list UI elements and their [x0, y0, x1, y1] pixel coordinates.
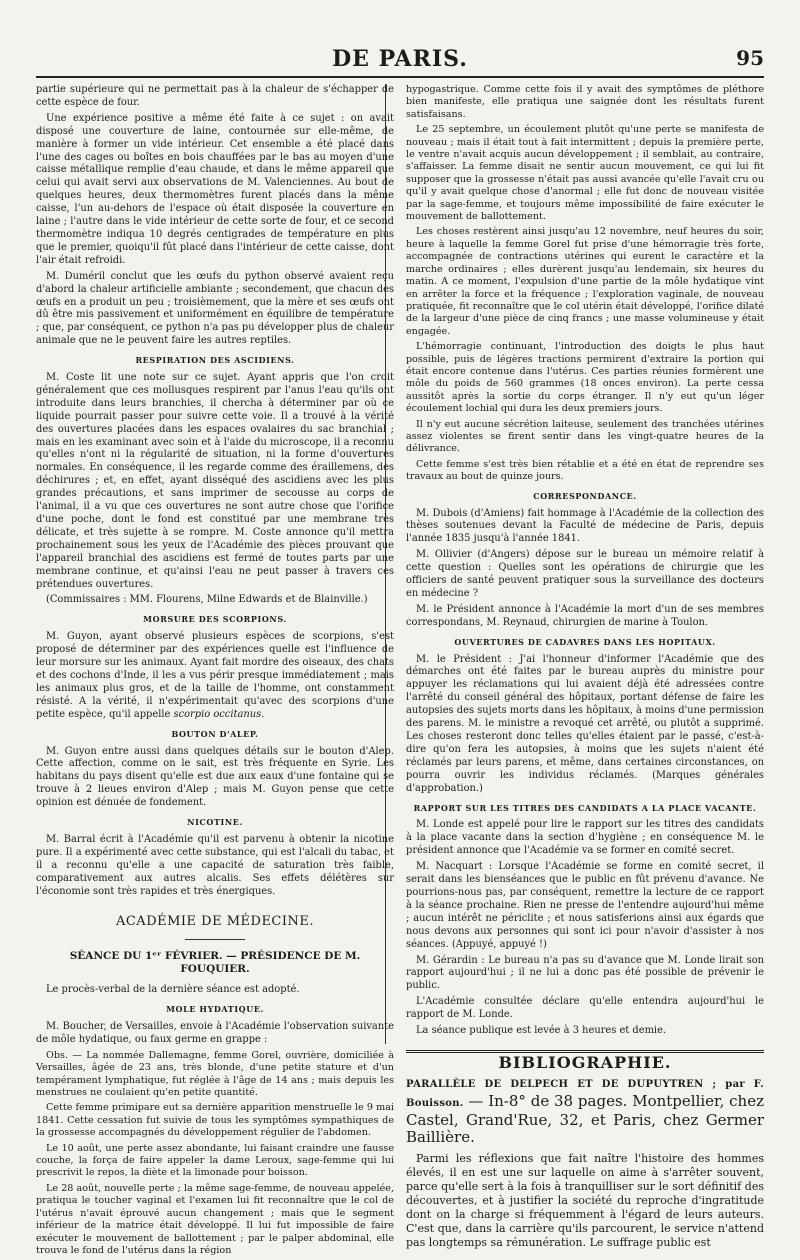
section-heading-mole: MOLE HYDATIQUE.: [166, 1004, 264, 1015]
paragraph: Le 25 septembre, un écoulement plutôt qu'une perte se manifesta de nouveau ; mais il était tout à fait intermittent ; depuis la première perte, le ventre n'avait acquis aucun développement ; il semblait, au contraire, s'affaisser. La femme disait ne sentir aucun mouvement, ce qui lui fit supposer que la grossesse n'était pas aussi avancée qu'elle l'avait cru ou qu'il y avait quelque chose d'anormal ; elle fut donc de nouveau visitée par la sage-femme, et toujours même impossibilité de faire exécuter le mouvement de ballottement.: [406, 124, 764, 223]
paragraph: M. Ollivier (d'Angers) dépose sur le bureau un mémoire relatif à cette question : Quelles sont les opérations de chirurgie que les officiers de santé peuvent pratiquer sous la surveillance des docteurs en médecine ?: [406, 549, 764, 599]
academie-heading: ACADÉMIE DE MÉDECINE.: [115, 914, 315, 930]
species-name: scorpio occitanus.: [173, 708, 265, 720]
book-title: PARALLÈLE DE DELPECH ET DE DUPUYTREN ; par F. Bouisson.: [406, 1078, 764, 1109]
paragraph: Obs. — La nommée Dallemagne, femme Gorel, ouvrière, domiciliée à Versailles, âgée de 23 ans, très blonde, d'une petite stature et d'un tempérament lymphatique, fut réglée à l'âge de 14 ans ; mais depuis les menstrues ne coulaient qu'en petite quantité.: [36, 1049, 394, 1099]
paragraph: hypogastrique. Comme cette fois il y avait des symptômes de pléthore bien manifeste, elle pratiqua une saignée dont les résultats furent satisfaisans.: [406, 84, 764, 120]
header-title: DE PARIS.: [332, 46, 468, 72]
paragraph: M. Londe est appelé pour lire le rapport sur les titres des candidats à la place vacante dans la section d'hygiène ; en conséquence M. le président annonce que l'Académie va se former en comité secret.: [406, 819, 764, 857]
paragraph: M. Dubois (d'Amiens) fait hommage à l'Académie de la collection des thèses soutenues devant la Faculté de médecine de Paris, depuis l'année 1835 jusqu'à l'année 1841.: [406, 507, 764, 545]
bibliographie-heading: BIBLIOGRAPHIE.: [498, 1052, 672, 1072]
bibliographie-lead: [406, 1074, 764, 1146]
paragraph: M. Coste lit une note sur ce sujet. Ayant appris que l'on croit généralement que ces mollusques respirent par l'anus l'eau qu'ils ont introduite dans leurs branchies, il chercha à déterminer par où ce liquide pourrait passer pour suivre cette voie. Il a trouvé à la vérité des ouvertures placées dans les espaces ovalaires du sac branchial ; mais en les examinant avec soin et à l'aide du microscope, il a reconnu qu'elles n'ont ni la régularité de situation, ni la forme d'ouvertures normales. En conséquence, il les regarde comme des éraillemens, des déchirures ; et, en effet, ayant disséqué des ascidiens avec les plus grandes précautions, et sans imprimer de secousse au corps de l'animal, il a vu que ces ouvertures ne sont autre chose que l'orifice d'une poche, dont le fond est constitué par une membrane très délicate, et très sujette à se rompre. M. Coste annonce qu'il mettra prochainement sous les yeux de l'Académie des pièces prouvant que l'appareil branchial des ascidiens est fermé de toutes parts par une membrane continue, et qu'ainsi l'eau ne peut passer à travers ces prétendues ouvertures.: [36, 372, 394, 590]
paragraph: M. Barral écrit à l'Académie qu'il est parvenu à obtenir la nicotine pure. Il a expérimenté avec cette substance, qui est l'alcali du tabac, et il a reconnu qu'elle a une capacité de saturation très faible, comparativement aux autres alcalis. Ses effets délétères sur l'économie sont très rapides et très énergiques.: [36, 833, 394, 897]
paragraph: M. Guyon entre aussi dans quelques détails sur le bouton d'Alep. Cette affection, comme on le sait, est très fréquente en Syrie. Les habitans du pays disent qu'elle est due aux eaux d'une fontaine qui se trouve à 2 lieues environ d'Alep ; mais M. Guyon pense que cette opinion est dénuée de fondement.: [36, 745, 394, 809]
paragraph: Les choses restèrent ainsi jusqu'au 12 novembre, neuf heures du soir, heure à laquelle la femme Gorel fut prise d'une hémorragie très forte, accompagnée de contractions utérines qui eurent le caractère et la marche ordinaires ; elles durèrent jusqu'au lendemain, six heures du matin. A ce moment, l'expulsion d'une partie de la môle hydatique vint en arrêter la force et la fréquence ; l'exploration vaginale, de nouveau pratiquée, fit reconnaître que le col utérin était développé, l'orifice dilaté de la largeur d'une pièce de cinq francs ; une masse volumineuse y était engagée.: [406, 226, 764, 337]
paragraph: Cette femme primipare eut sa dernière apparition menstruelle le 9 mai 1841. Cette cessation fut suivie de tous les symptômes sympathiques de la grossesse accompagnés du développement régulier de l'abdomen.: [36, 1102, 394, 1139]
section-heading-ouvertures: OUVERTURES DE CADAVRES DANS LES HOPITAUX.: [454, 636, 716, 647]
paragraph: M. Boucher, de Versailles, envoie à l'Académie l'observation suivante de môle hydatique, ou faux germe en grappe :: [36, 1021, 394, 1045]
paragraph: M. le Président annonce à l'Académie la mort d'un de ses membres correspondans, M. Reynaud, chirurgien de marine à Toulon.: [406, 603, 764, 628]
page-number: 95: [736, 46, 764, 70]
section-heading-morsure: MORSURE DES SCORPIONS.: [143, 614, 287, 625]
right-column: [406, 84, 764, 1253]
commissaires-note: (Commissaires : MM. Flourens, Milne Edwards et de Blainville.): [46, 594, 368, 606]
paragraph: M. Nacquart : Lorsque l'Académie se forme en comité secret, il serait dans les bienséances que le public en fût prévenu d'avance. Ne pourrions-nous pas, par conséquent, remettre la lecture de ce rapport à la séance prochaine. Rien ne presse de l'entendre aujourd'hui même ; aucun intérêt ne périclite ; et nous satisferions ainsi aux égards que nous devons aux personnes qui sont ici pour n'avoir d'assister à nos séances. (Appuyé, appuyé !): [406, 861, 764, 950]
bibliographie-section: [406, 1050, 764, 1250]
paragraph: Le 10 août, une perte assez abondante, lui faisant craindre une fausse couche, la força de faire appeler la dame Leroux, sage-femme qui lui prescrivit le repos, la diète et la limonade pour boisson.: [36, 1142, 394, 1179]
paragraph: Le procès-verbal de la dernière séance est adopté.: [46, 984, 300, 996]
section-heading-rapport: RAPPORT SUR LES TITRES DES CANDIDATS A LA PLACE VACANTE.: [413, 802, 757, 813]
paragraph-text: M. Guyon, ayant observé plusieurs espèces de scorpions, s'est proposé de déterminer par des expériences quelle est l'influence de leur morsure sur les animaux. Ayant fait mordre des oiseaux, des chats et des cochons d'Inde, il les a vus périr presque immédiatement ; mais les animaux plus gros, et de la taille de l'homme, ont constamment résisté. A la vérité, il n'expérimentait qu'avec des scorpions d'une petite espèce, qu'il appelle: [36, 631, 394, 720]
paragraph: Parmi les réflexions que fait naître l'histoire des hommes élevés, il en est une sur laquelle on aime à s'arrêter souvent, parce qu'elle sert à la fois à tranquilliser sur le sort définitif des découvertes, et à justifier la société du reproche d'ingratitude dont on la charge si fréquemment à l'égard de leurs auteurs. C'est que, dans la carrière qu'ils parcourent, le service n'attend pas longtemps sa rémunération. Le suffrage public est: [406, 1151, 764, 1249]
section-heading-respiration: RESPIRATION DES ASCIDIENS.: [135, 355, 295, 366]
paragraph: M. Gérardin : Le bureau n'a pas su d'avance que M. Londe lirait son rapport aujourd'hui ; il ne lui a donc pas été possible de prévenir le public.: [406, 954, 764, 992]
paragraph: [36, 631, 394, 721]
section-heading-correspondance: CORRESPONDANCE.: [533, 490, 637, 501]
paragraph: partie supérieure qui ne permettait pas à la chaleur de s'échapper de cette espèce de four.: [36, 84, 394, 108]
short-rule: [185, 939, 245, 940]
paragraph: M. Duméril conclut que les œufs du python observé avaient reçu d'abord la chaleur artificielle ambiante ; secondement, que chacun des œufs en a produit un peu ; troisièmement, que la mère et ses œufs ont dû être mis passivement et uniformément en équilibre de température ; que, par conséquent, ce python n'a pas pu développer plus de chaleur animale que ne le peuvent faire les autres reptiles.: [36, 270, 394, 347]
paragraph: Cette femme s'est très bien rétablie et a été en état de reprendre ses travaux au bout de quinze jours.: [406, 458, 764, 483]
paragraph: M. le Président : J'ai l'honneur d'informer l'Académie que des démarches ont été faites par le bureau auprès du ministre pour appuyer les réclamations qui lui avaient déjà été adressées contre l'arrêté du conseil général des hôpitaux, portant défense de faire les autopsies des sujets morts dans les hôpitaux, à moins d'une permission des parens. M. le ministre a revoqué cet arrêté, ou plutôt a supprimé. Les choses resteront donc telles qu'elles étaient par le passé, c'est-à-dire qu'on fera les autopsies, à moins que les sujets n'aient été réclamés par leurs parens, et même, dans certaines circonstances, on pourra ouvrir les individus réclamés. (Marques générales d'approbation.): [406, 653, 764, 794]
book-details: — In-8° de 38 pages. Montpellier, chez Castel, Grand'Rue, 32, et Paris, chez Germer Baillière.: [406, 1091, 764, 1146]
paragraph: L'Académie consultée déclare qu'elle entendra aujourd'hui le rapport de M. Londe.: [406, 996, 764, 1021]
paragraph: Une expérience positive a même été faite à ce sujet : on avait disposé une couverture de laine, contournée sur elle-même, de manière à former un vide intérieur. Cet ensemble a été placé dans l'une des cages ou boîtes en bois chauffées par le bas au moyen d'une caisse métallique remplie d'eau chaude, et dans le même appareil que celui qui avait servi aux observations de M. Valenciennes. Au bout de quelques heures, deux thermomètres furent placés dans la même caisse, l'un au-dehors de l'espace où était disposée la couverture en laine ; l'autre dans le vide intérieur de cette sorte de four, et ce second thermomètre indiqua 10 degrés centigrades de température en plus que le premier, quoiqu'il fût placé dans l'intérieur de cette caisse, dont l'air était refroidi.: [36, 112, 394, 266]
paragraph: Le 28 août, nouvelle perte ; la même sage-femme, de nouveau appelée, pratiqua le toucher vaginal et l'examen lui fit reconnaître que le col de l'utérus n'avait éprouvé aucun changement ; mais que le segment inférieur de la matrice était développé. Il lui fut impossible de faire exécuter le mouvement de ballottement ; par le palper abdominal, elle trouva le fond de l'utérus dans la région: [36, 1182, 394, 1256]
section-heading-bouton: BOUTON D'ALEP.: [171, 728, 259, 739]
paragraph: La séance publique est levée à 3 heures et demie.: [416, 1025, 667, 1037]
running-header: [36, 34, 764, 78]
left-column: [36, 84, 394, 1260]
seance-heading: SÉANCE DU 1ᵉʳ FÉVRIER. — PRÉSIDENCE DE M. FOUQUIER.: [69, 950, 361, 976]
paragraph: Il n'y eut aucune sécrétion laiteuse, seulement des tranchées utérines assez violentes se firent sentir dans les vingt-quatre heures de la délivrance.: [406, 418, 764, 455]
section-heading-nicotine: NICOTINE.: [187, 817, 243, 828]
paragraph: L'hémorragie continuant, l'introduction des doigts le plus haut possible, puis de légères tractions permirent d'extraire la portion qui était encore contenue dans l'utérus. Ces parties réunies formèrent une môle du poids de 560 grammes (18 onces environ). La perte cessa aussitôt après la sortie du corps étranger. Il n'y eut qu'un léger écoulement lochial qui dura les deux premiers jours.: [406, 341, 764, 415]
